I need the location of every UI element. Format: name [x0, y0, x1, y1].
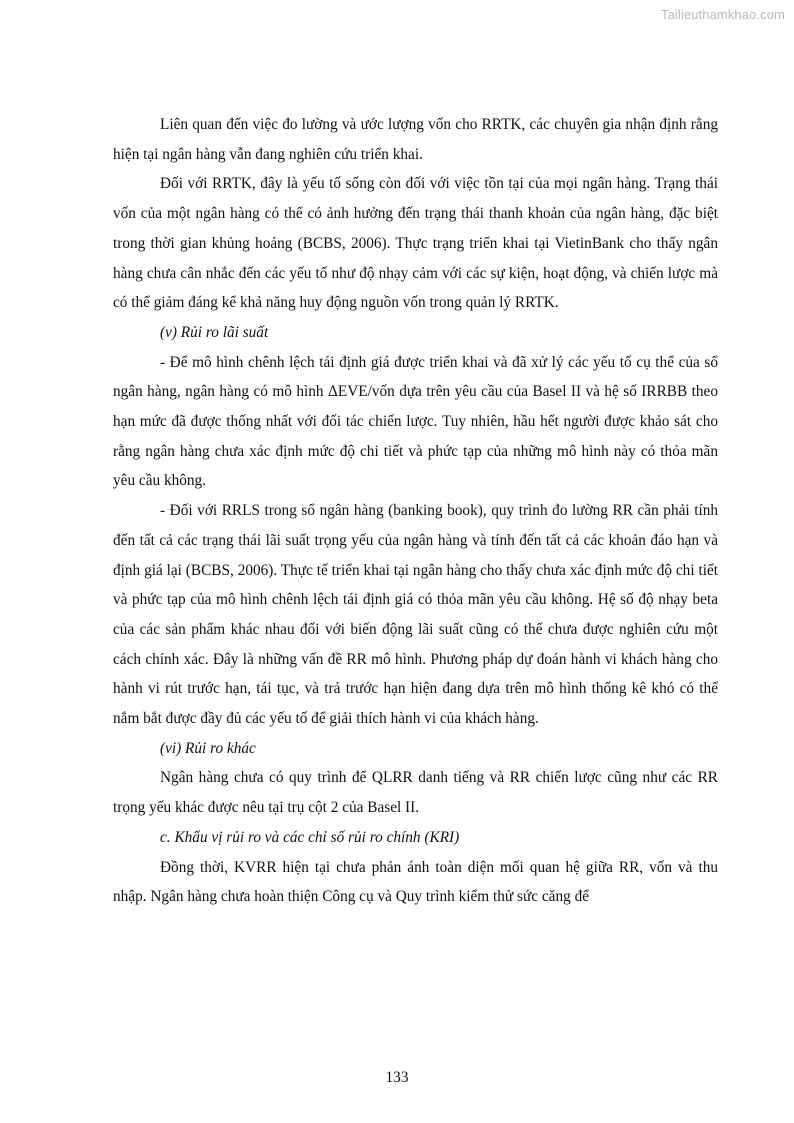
paragraph-liquidity-risk: Đối với RRTK, đây là yếu tố sống còn đối với việc tồn tại của mọi ngân hàng. Trạng thái vốn của một ngân hàng có thể có ảnh hưởng đến trạng thái thanh khoản của ngân hàng, đặc biệt trong thời gian khủng hoảng (BCBS, 2006). Thực trạng triển khai tại VietinBank cho thấy ngân hàng chưa cân nhắc đến các yếu tố như độ nhạy cảm với các sự kiện, hoạt động, và chiến lược mà có thể giảm đáng kể khả năng huy động nguồn vốn trong quản lý RRTK. [113, 175, 718, 312]
heading-other-risks: (vi) Rủi ro khác [160, 739, 256, 757]
paragraph-reputation-strategy-risk: Ngân hàng chưa có quy trình để QLRR danh tiếng và RR chiến lược cũng như các RR trọng yếu khác được nêu tại trụ cột 2 của Basel II. [113, 769, 718, 817]
paragraph-capital-estimation: Liên quan đến việc đo lường và ước lượng vốn cho RRTK, các chuyên gia nhận định rằng hiện tại ngân hàng vẫn đang nghiên cứu triển khai. [113, 116, 718, 163]
paragraph-repricing-gap-model: - Để mô hình chênh lệch tái định giá được triển khai và đã xử lý các yếu tố cụ thể của sổ ngân hàng, ngân hàng có mô hình ΔEVE/vốn dựa trên yêu cầu của Basel II và hệ số IRRBB theo hạn mức đã được thống nhất với đối tác chiến lược. Tuy nhiên, hầu hết người được khảo sát cho rằng ngân hàng chưa xác định mức độ chi tiết và phức tạp của những mô hình này có thỏa mãn yêu cầu không. [113, 353, 718, 490]
heading-interest-rate-risk: (v) Rủi ro lãi suất [160, 323, 269, 341]
page-number: 133 [385, 1069, 409, 1086]
paragraph-risk-appetite: Đồng thời, KVRR hiện tại chưa phản ánh toàn diện mối quan hệ giữa RR, vốn và thu nhập. Ngân hàng chưa hoàn thiện Công cụ và Quy trình kiểm thử sức căng để [113, 858, 718, 906]
watermark-text: Tailieuthamkhao.com [660, 7, 785, 22]
document-body [113, 110, 718, 912]
heading-risk-appetite-kri: c. Khẩu vị rủi ro và các chỉ số rủi ro chính (KRI) [160, 828, 460, 846]
paragraph-banking-book: - Đối với RRLS trong sổ ngân hàng (banking book), quy trình đo lường RR cần phải tính đến tất cả các trạng thái lãi suất trọng yếu của ngân hàng và tính đến tất cả các khoản đáo hạn và định giá lại (BCBS, 2006). Thực tế triển khai tại ngân hàng cho thấy chưa xác định mức độ chi tiết và phức tạp của mô hình chênh lệch tái định giá có thỏa mãn yêu cầu không. Hệ số độ nhạy beta của các sản phẩm khác nhau đối với biến động lãi suất cũng có thể chưa được nghiên cứu một cách chính xác. Đây là những vấn đề RR mô hình. Phương pháp dự đoán hành vi khách hàng cho hành vi rút trước hạn, tái tục, và trả trước hạn hiện đang dựa trên mô hình thống kê khó có thể nắm bắt được đầy đủ các yếu tố để giải thích hành vi của khách hàng. [113, 502, 718, 728]
